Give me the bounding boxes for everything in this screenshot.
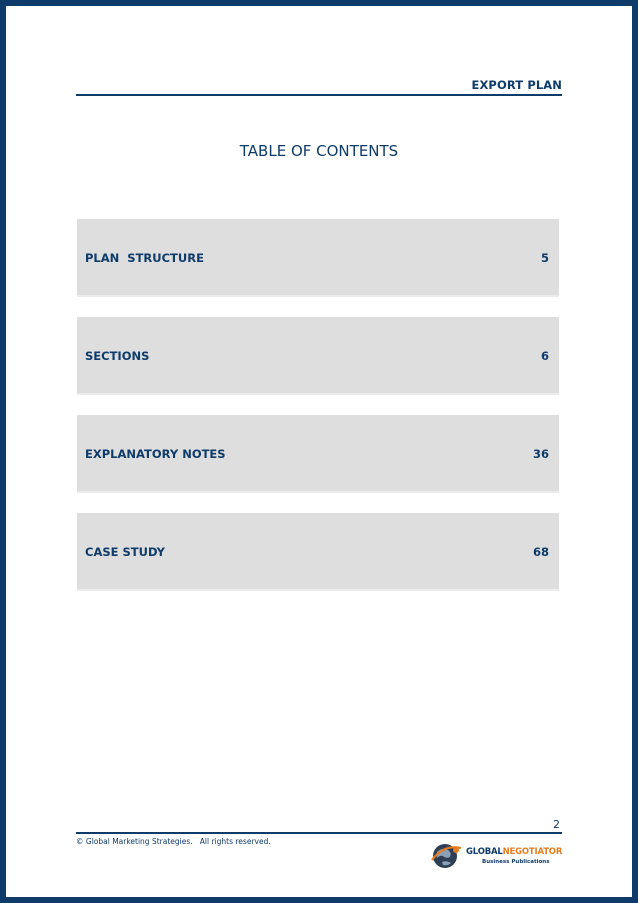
logo-subtitle: Business Publications [482,859,550,865]
toc-entry-label: SECTIONS [85,349,150,363]
toc-entry-page: 6 [540,349,549,363]
logo-wordmark: GLOBALNEGOTIATOR [466,847,563,857]
toc-entry-plan-structure[interactable] [77,219,559,297]
toc-entry-page: 36 [532,447,549,461]
header-divider [76,94,562,96]
page-number: 2 [553,818,560,831]
toc-entry-label: PLAN STRUCTURE [85,251,204,265]
toc-heading: TABLE OF CONTENTS [239,142,399,160]
copyright-notice: © Global Marketing Strategies. All rights reserved. [76,837,271,846]
toc-entry-case-study[interactable] [77,513,559,591]
toc-list [77,219,559,611]
globe-logo-icon [430,838,464,872]
toc-entry-page: 68 [532,545,549,559]
toc-entry-label: CASE STUDY [85,545,165,559]
toc-entry-sections[interactable] [77,317,559,395]
toc-entry-page: 5 [540,251,549,265]
footer-divider [76,832,562,834]
toc-entry-label: EXPLANATORY NOTES [85,447,226,461]
document-title: EXPORT PLAN [471,78,562,92]
publisher-logo [430,838,562,872]
toc-entry-explanatory-notes[interactable] [77,415,559,493]
